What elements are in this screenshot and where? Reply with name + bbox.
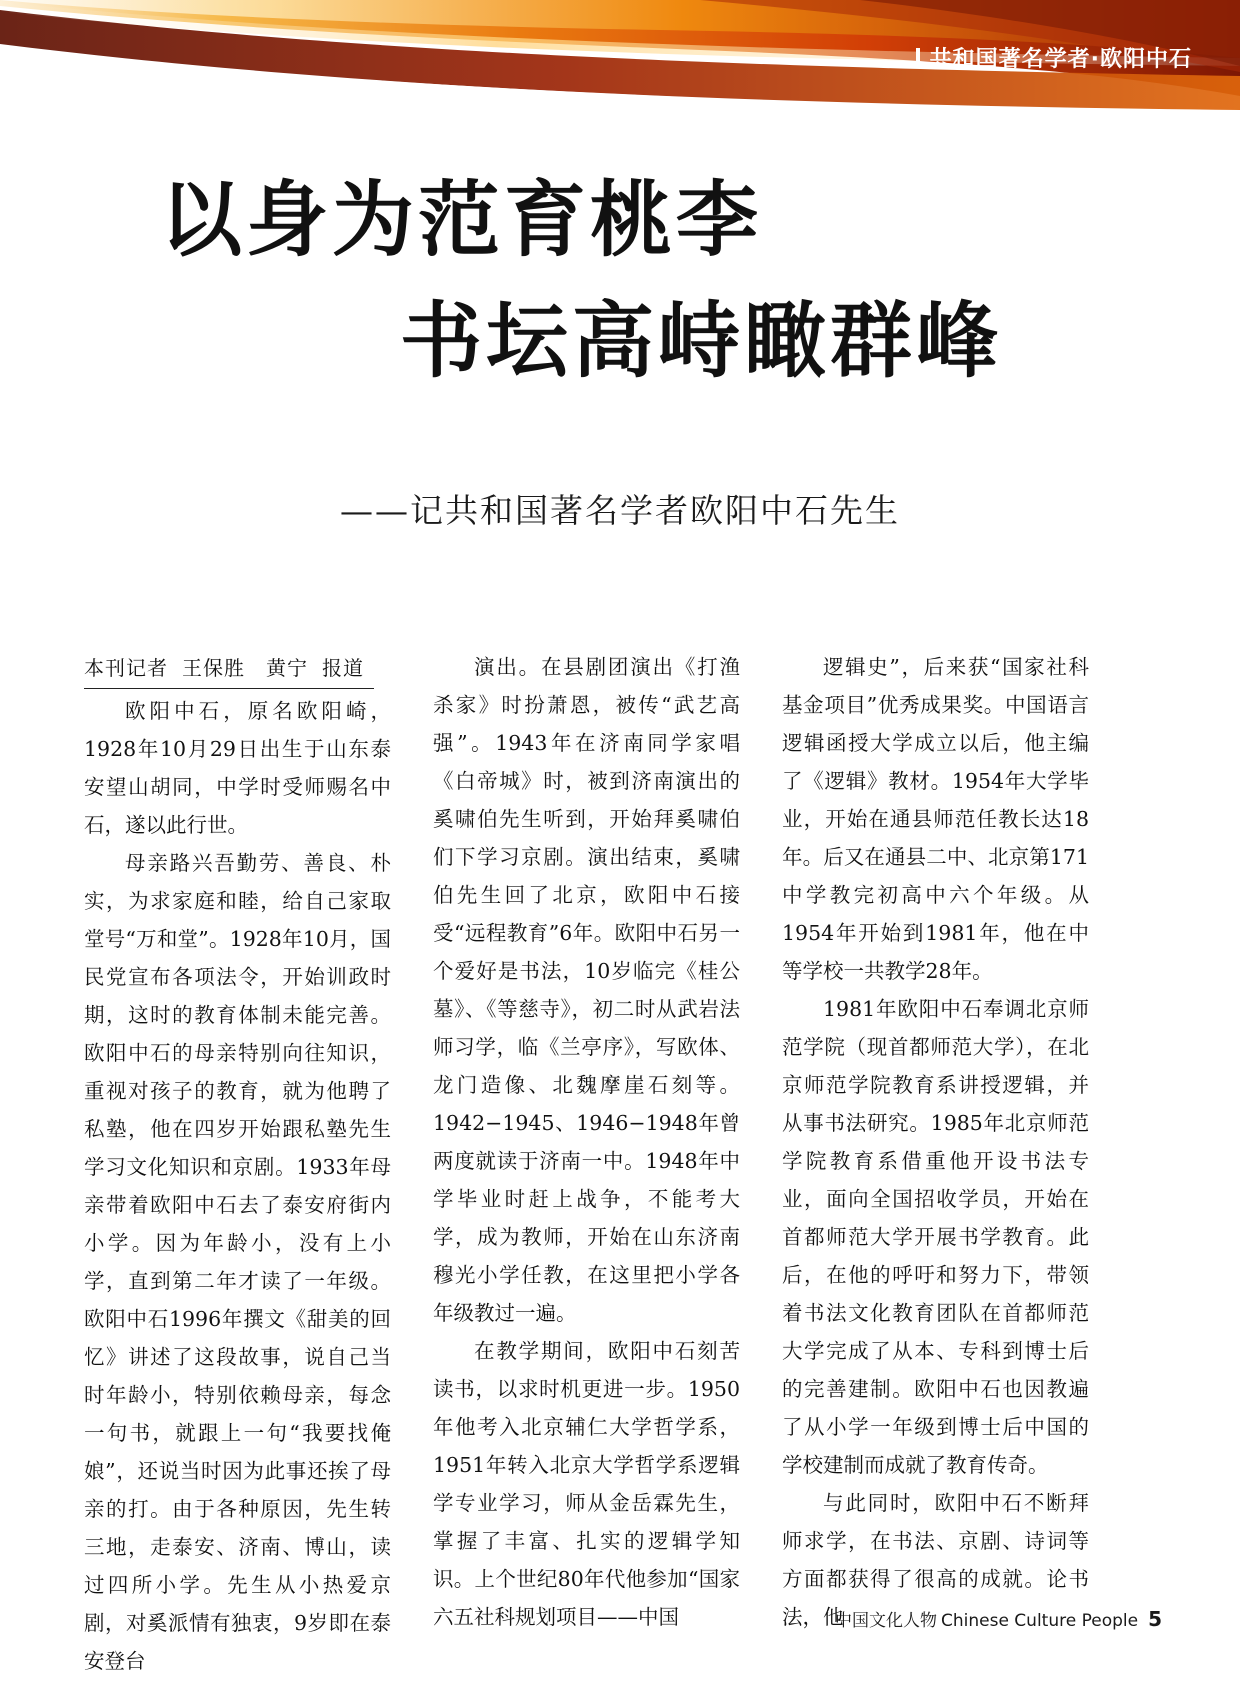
byline-prefix: 本刊记者 [84, 656, 168, 680]
column-1 [84, 648, 391, 1680]
page-title-line-2: 书坛高峙瞰群峰 [400, 293, 1003, 389]
page-footer [835, 1606, 1162, 1631]
byline-reporters: 王保胜 黄宁 [182, 656, 308, 680]
series-label-text: 共和国著名学者·欧阳中石 [929, 47, 1192, 72]
magazine-name-en: Chinese Culture People [940, 1611, 1139, 1631]
magazine-name-cn: 中国文化人物 [834, 1611, 937, 1631]
paragraph: 欧阳中石，原名欧阳崎，1928年10月29日出生于山东泰安望山胡同，中学时受师赐名中石，遂以此行世。 [84, 699, 391, 837]
page-title-line-1: 以身为范育桃李 [160, 173, 763, 268]
title-block [0, 170, 1240, 532]
byline-suffix: 报道 [322, 656, 364, 680]
paragraph: 演出。在县剧团演出《打渔杀家》时扮萧恩，被传“武艺高强”。1943年在济南同学家唱《白帝城》时，被到济南演出的奚啸伯先生听到，开始拜奚啸伯们下学习京剧。演出结束，奚啸伯先生回了北京，欧阳中石接受“远程教育”6年。欧阳中石另一个爱好是书法，10岁临完《桂公墓》、《等慈寺》，初二时从武岩法师习学，临《兰亭序》，写欧体、龙门造像、北魏摩崖石刻等。1942−1945、1946−1948年曾两度就读于济南一中。1948年中学毕业时赶上战争，不能考大学，成为教师，开始在山东济南穆光小学任教，在这里把小学各年级教过一遍。 [433, 655, 740, 1325]
column-2 [433, 648, 740, 1680]
paragraph: 在教学期间，欧阳中石刻苦读书，以求时机更进一步。1950年他考入北京辅仁大学哲学系，1951年转入北京大学哲学系逻辑学专业学习，师从金岳霖先生，掌握了丰富、扎实的逻辑学知识。上个世纪80年代他参加“国家六五社科规划项目——中国 [433, 1339, 740, 1629]
column-3 [782, 648, 1089, 1680]
page-subtitle: ——记共和国著名学者欧阳中石先生 [340, 491, 900, 530]
article-body [84, 648, 1089, 1680]
paragraph: 1981年欧阳中石奉调北京师范学院（现首都师范大学），在北京师范学院教育系讲授逻辑，并从事书法研究。1985年北京师范学院教育系借重他开设书法专业，面向全国招收学员，开始在首都师范大学开展书学教育。此后，在他的呼吁和努力下，带领着书法文化教育团队在首都师范大学完成了从本、专科到博士后的完善建制。欧阳中石也因教遍了从小学一年级到博士后中国的学校建制而成就了教育传奇。 [782, 997, 1089, 1477]
series-label-bar [916, 48, 920, 68]
paragraph: 母亲路兴吾勤劳、善良、朴实，为求家庭和睦，给自己家取堂号“万和堂”。1928年10月，国民党宣布各项法令，开始训政时期，这时的教育体制未能完善。欧阳中石的母亲特别向往知识，重视对孩子的教育，就为他聘了私塾，他在四岁开始跟私塾先生学习文化知识和京剧。1933年母亲带着欧阳中石去了泰安府街内小学。因为年龄小，没有上小学，直到第二年才读了一年级。欧阳中石1996年撰文《甜美的回忆》讲述了这段故事，说自己当时年龄小，特别依赖母亲，每念一句书，就跟上一句“我要找俺娘”，还说当时因为此事还挨了母亲的打。由于各种原因，先生转三地，走泰安、济南、博山，读过四所小学。先生从小热爱京剧，对奚派情有独衷，9岁即在泰安登台 [84, 851, 391, 1673]
header-banner [0, 0, 1240, 112]
page-number: 5 [1148, 1607, 1162, 1631]
paragraph: 与此同时，欧阳中石不断拜师求学，在书法、京剧、诗词等方面都获得了很高的成就。论书法，他 [782, 1491, 1089, 1629]
paragraph: 逻辑史”，后来获“国家社科基金项目”优秀成果奖。中国语言逻辑函授大学成立以后，他主编了《逻辑》教材。1954年大学毕业，开始在通县师范任教长达18年。后又在通县二中、北京第171中学教完初高中六个年级。从1954年开始到1981年，他在中等学校一共教学28年。 [782, 655, 1089, 983]
series-label [916, 42, 1192, 73]
